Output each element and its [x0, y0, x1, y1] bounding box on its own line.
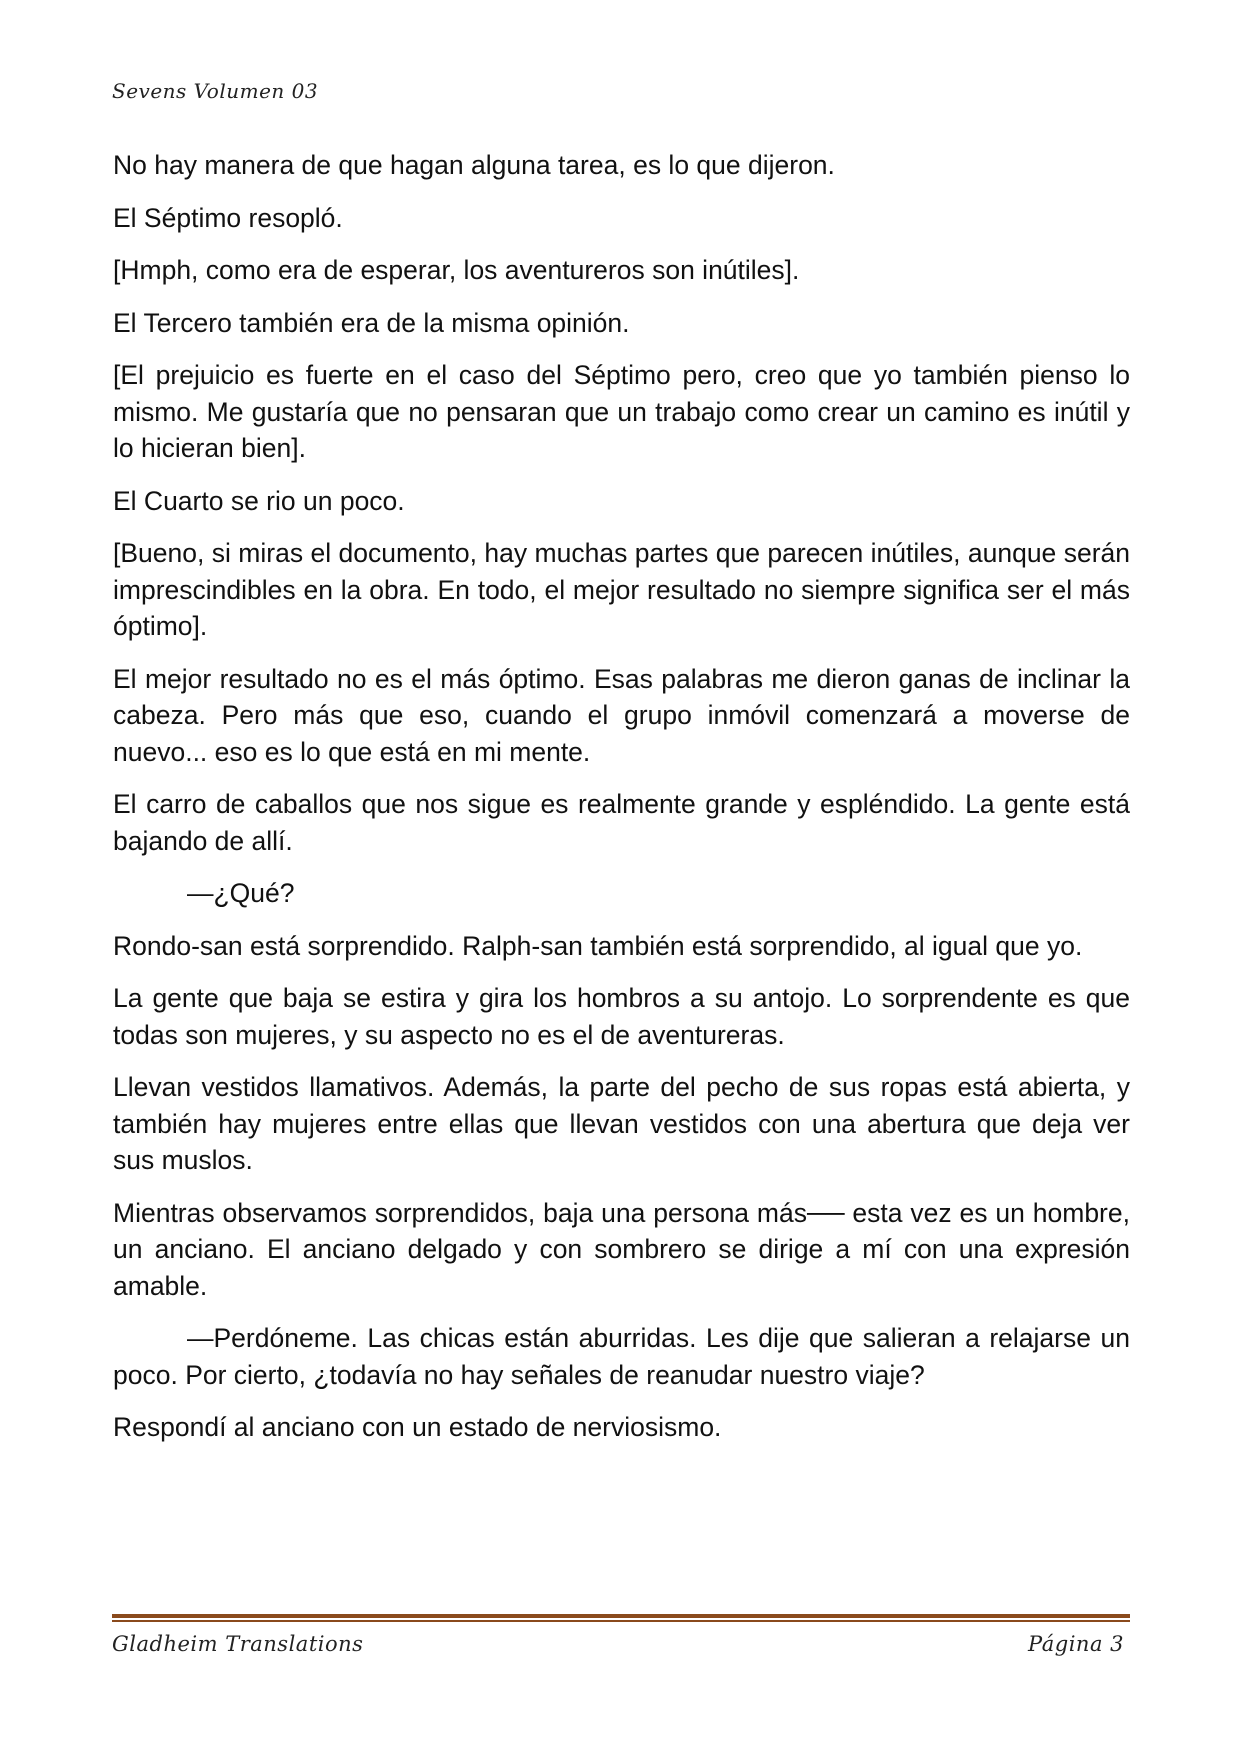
- paragraph: Rondo-san está sorprendido. Ralph-san también está sorprendido, al igual que yo.: [113, 930, 1083, 961]
- running-header: Sevens Volumen 03: [112, 79, 319, 103]
- body-text: [113, 147, 1130, 1462]
- paragraph: Mientras observamos sorprendidos, baja una persona más── esta vez es un hombre, un anciano. El anciano delgado y con sombrero se dirige a mí con una expresión amable.: [113, 1197, 1130, 1301]
- footer-divider-thick-line: [112, 1614, 1130, 1618]
- paragraph: [El prejuicio es fuerte en el caso del Séptimo pero, creo que yo también pienso lo mismo. Me gustaría que no pensaran que un trabajo como crear un camino es inútil y lo hicieran bien].: [113, 360, 1130, 463]
- paragraph: Llevan vestidos llamativos. Además, la parte del pecho de sus ropas está abierta, y también hay mujeres entre ellas que llevan vestidos con una abertura que deja ver sus muslos.: [113, 1072, 1130, 1175]
- paragraph: [Hmph, como era de esperar, los aventureros son inútiles].: [113, 255, 800, 285]
- paragraph: El carro de caballos que nos sigue es realmente grande y espléndido. La gente está bajando de allí.: [113, 789, 1130, 856]
- footer-publisher: Gladheim Translations: [112, 1632, 364, 1656]
- paragraph: El mejor resultado no es el más óptimo. Esas palabras me dieron ganas de inclinar la cabeza. Pero más que eso, cuando el grupo inmóvil comenzará a moverse de nuevo... eso es lo que está en mi mente.: [113, 663, 1130, 767]
- paragraph: No hay manera de que hagan alguna tarea, es lo que dijeron.: [113, 150, 835, 180]
- paragraph: El Tercero también era de la misma opinión.: [113, 307, 630, 338]
- paragraph: La gente que baja se estira y gira los hombros a su antojo. Lo sorprendente es que todas son mujeres, y su aspecto no es el de aventureras.: [113, 983, 1130, 1050]
- footer-divider: [112, 1614, 1130, 1622]
- dialogue-paragraph: —¿Qué?: [187, 878, 295, 908]
- dialogue-paragraph: —Perdóneme. Las chicas están aburridas. Les dije que salieran a relajarse un poco. Por cierto, ¿todavía no hay señales de reanudar nuestro viaje?: [113, 1323, 1130, 1390]
- paragraph: Respondí al anciano con un estado de nerviosismo.: [113, 1412, 722, 1442]
- paragraph: [Bueno, si miras el documento, hay muchas partes que parecen inútiles, aunque serán imprescindibles en la obra. En todo, el mejor resultado no siempre significa ser el más óptimo].: [113, 538, 1130, 641]
- paragraph: El Cuarto se rio un poco.: [113, 485, 405, 516]
- footer-divider-thin-line: [112, 1620, 1130, 1622]
- paragraph: El Séptimo resopló.: [113, 202, 343, 233]
- footer-page-number: Página 3: [1028, 1632, 1124, 1656]
